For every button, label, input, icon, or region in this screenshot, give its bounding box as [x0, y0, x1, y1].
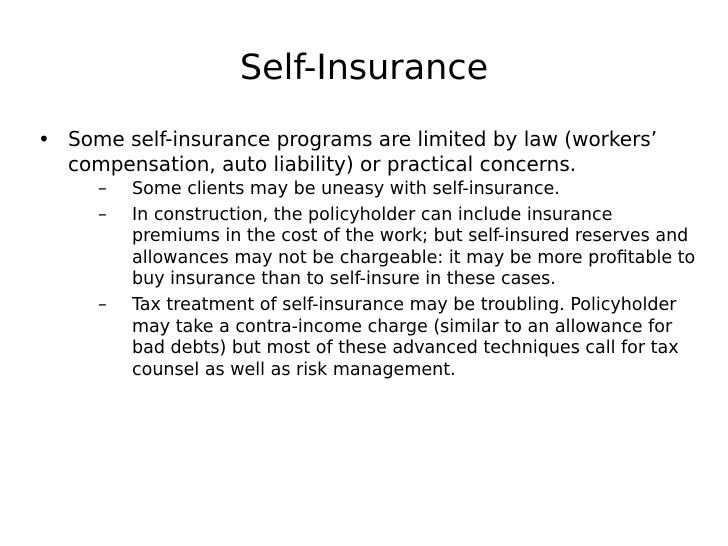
bullet-item	[38, 127, 698, 381]
sub-bullet-item	[98, 295, 698, 381]
sub-bullet-text: Some clients may be uneasy with self-insurance.	[132, 179, 560, 199]
sub-bullet-list	[68, 179, 698, 381]
sub-bullet-item	[98, 205, 698, 291]
sub-bullet-item	[98, 179, 698, 201]
slide-title: Self-Insurance	[239, 48, 489, 88]
bullet-text: Some self-insurance programs are limited by law (workers’ compensation, auto liability) or practical concerns.	[68, 127, 658, 176]
sub-bullet-text: Tax treatment of self-insurance may be troubling. Policyholder may take a contra-income charge (similar to an allowance for bad debts) but most of these advanced techniques call for tax counsel as well as risk management.	[132, 294, 679, 380]
bullet-marker: •	[38, 127, 50, 151]
dash-marker: –	[98, 294, 107, 315]
dash-marker: –	[98, 204, 107, 225]
bullet-list	[38, 127, 698, 385]
dash-marker: –	[98, 179, 107, 199]
sub-bullet-text: In construction, the policyholder can include insurance premiums in the cost of the work; but self-insured reserves and allowances may not be chargeable: it may be more profitable to buy insurance than to self-insure in these cases.	[132, 204, 696, 290]
